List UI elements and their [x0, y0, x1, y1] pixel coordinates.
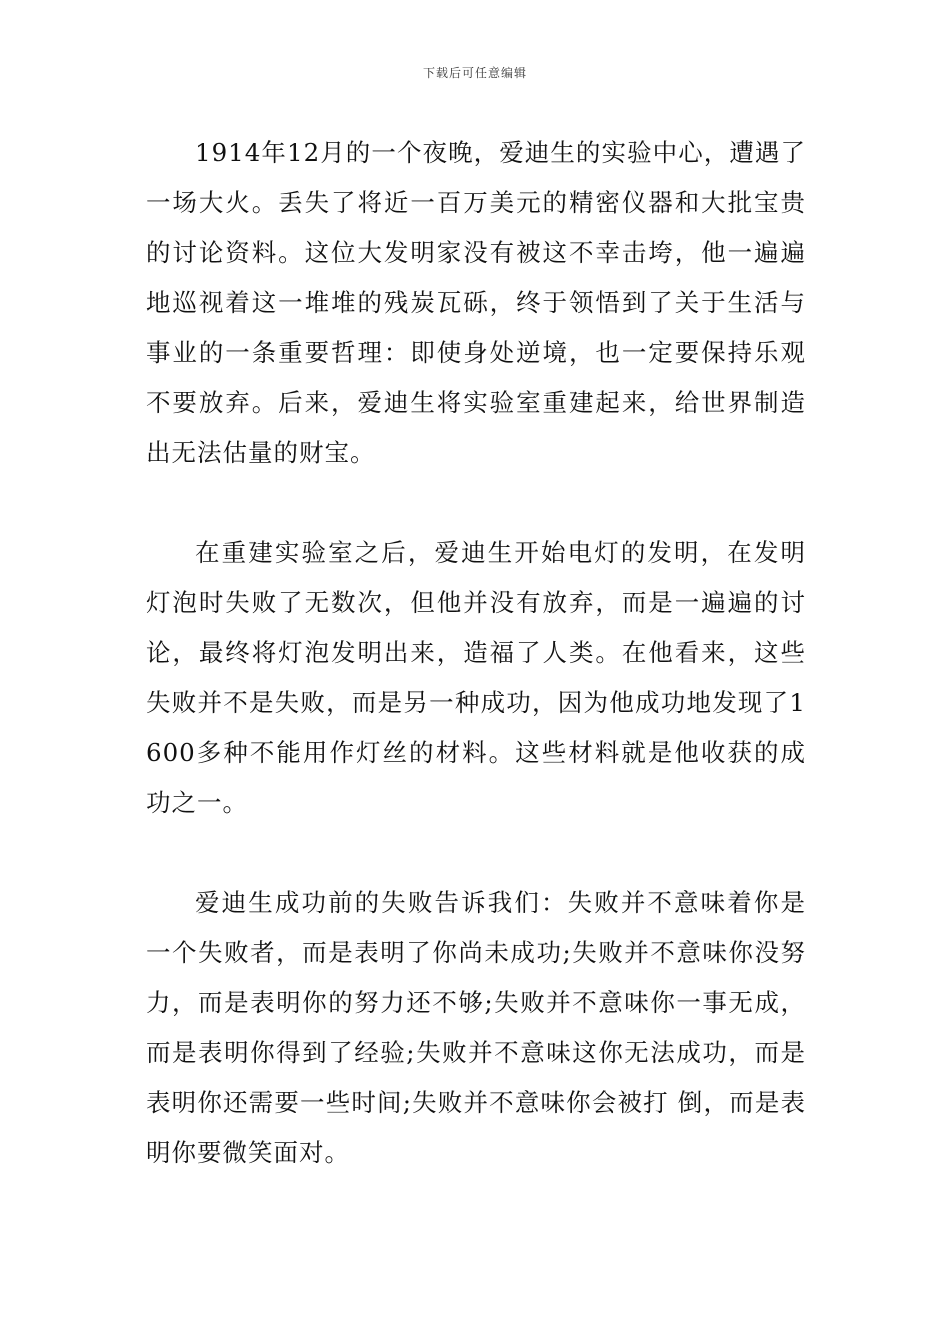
document-body [146, 128, 806, 1178]
paragraph-2: 在重建实验室之后，爱迪生开始电灯的发明，在发明灯泡时失败了无数次，但他并没有放弃，而是一遍遍的讨论，最终将灯泡发明出来，造福了人类。在他看来，这些失败并不是失败，而是另一种成功，因为他成功地发现了1600多种不能用作灯丝的材料。这些材料就是他收获的成功之一。 [146, 538, 806, 817]
paragraph-3: 爱迪生成功前的失败告诉我们：失败并不意味着你是一个失败者，而是表明了你尚未成功;失败并不意味你没努力，而是表明你的努力还不够;失败并不意味你一事无成，而是表明你得到了经验;失败并不意味这你无法成功，而是表明你还需要一些时间;失败并不意味你会被打 倒，而是表明你要微笑面对。 [146, 888, 806, 1167]
paragraph-1: 1914年12月的一个夜晚，爱迪生的实验中心，遭遇了一场大火。丢失了将近一百万美元的精密仪器和大批宝贵的讨论资料。这位大发明家没有被这不幸击垮，他一遍遍地巡视着这一堆堆的残炭瓦砾，终于领悟到了关于生活与事业的一条重要哲理：即使身处逆境，也一定要保持乐观不要放弃。后来，爱迪生将实验室重建起来，给世界制造出无法估量的财宝。 [146, 138, 806, 467]
page-header: 下载后可任意编辑 [422, 66, 527, 80]
